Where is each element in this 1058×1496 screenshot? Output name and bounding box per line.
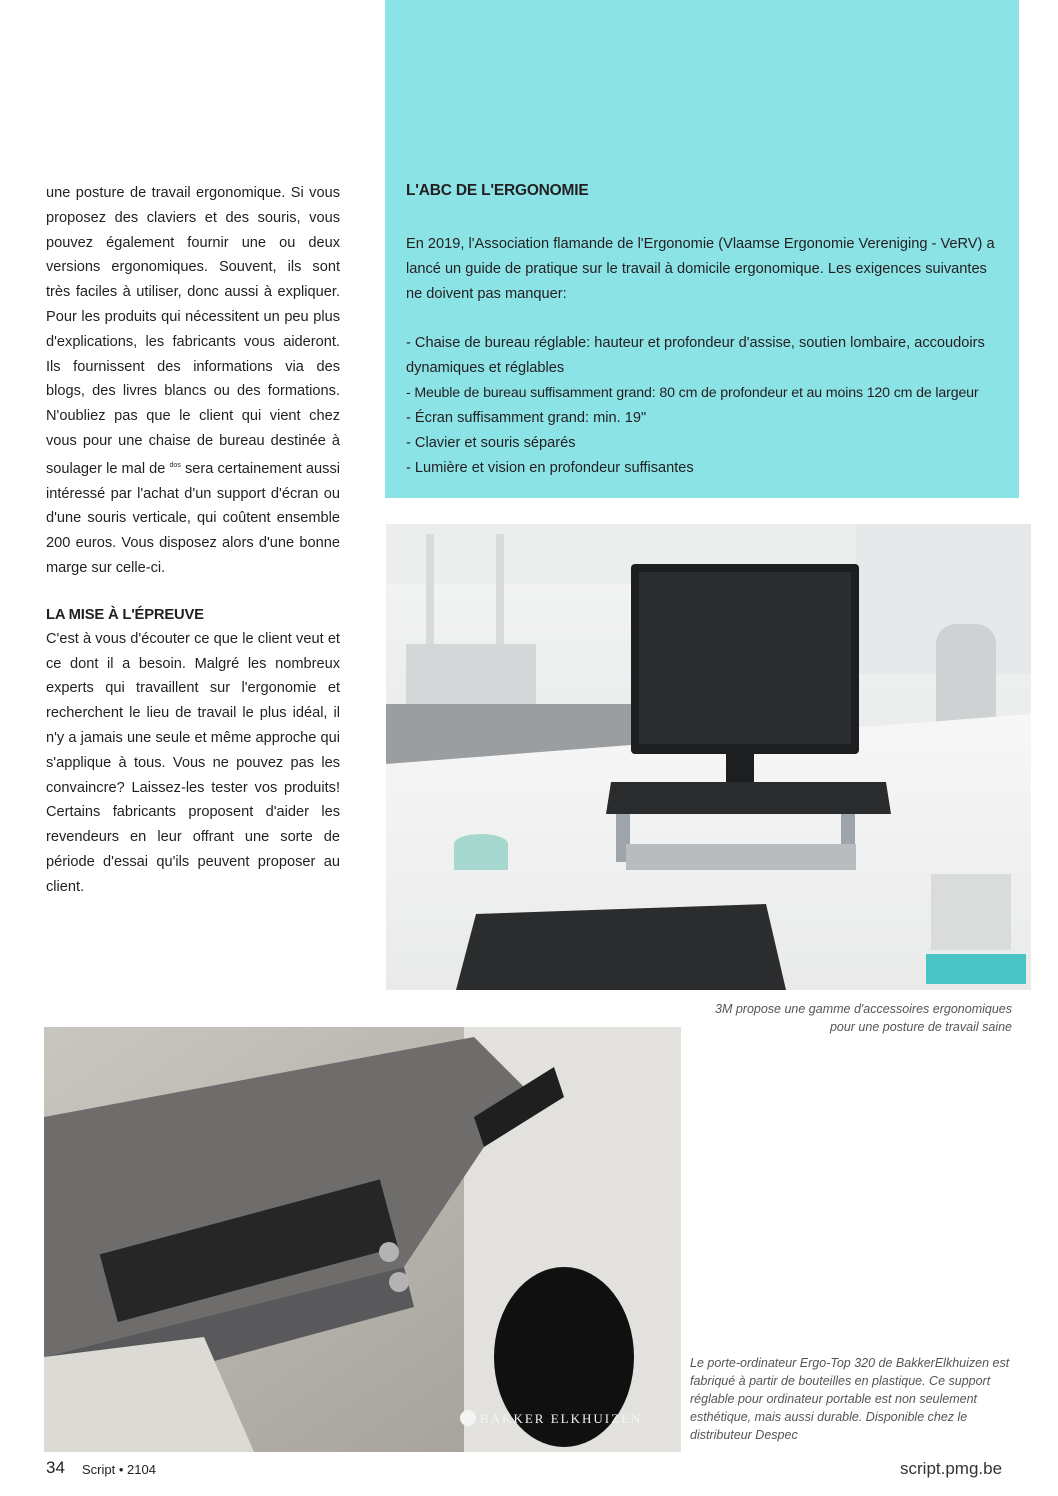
page-number: 34	[46, 1458, 65, 1477]
brand-logo-text: BAKKER ELKHUIZEN	[480, 1411, 643, 1426]
list-item: - Lumière et vision en profondeur suffisantes	[406, 460, 694, 476]
sidebar-box-intro: En 2019, l'Association flamande de l'Ergonomie (Vlaamse Ergonomie Vereniging - VeRV) a lancé un guide de pratique sur le travail à domicile ergonomique. Les exigences suivantes ne doivent pas manquer:	[406, 236, 995, 302]
sidebar-box-title: L'ABC DE L'ERGONOMIE	[406, 182, 589, 199]
article-text: sera certainement aussi intéressé par l'achat d'un support d'écran ou d'une souris verticale, qui coûtent ensemble 200 euros. Vous disposez alors d'une bonne marge sur celle-ci.	[46, 460, 340, 576]
article-paragraph	[46, 181, 340, 581]
article-paragraph: C'est à vous d'écouter ce que le client veut et ce dont il a besoin. Malgré les nombreux experts qui travaillent sur l'ergonomie et recherchent le lieu de travail le plus idéal, il n'y a jamais une seule et même approche qui s'applique à tous. Vous ne pouvez pas les convaincre? Laissez-les tester vos produits! Certains fabricants proposent d'aider les revendeurs en leur offrant une sorte de période d'essai qu'ils peuvent proposer au client.	[46, 630, 340, 895]
brand-logo	[460, 1410, 642, 1427]
monitor-stand-photo	[386, 524, 1031, 990]
photo-caption: Le porte-ordinateur Ergo-Top 320 de BakkerElkhuizen est fabriqué à partir de bouteilles en plastique. Ce support réglable pour ordinateur portable est non seulement esthétique, mais aussi durable. Disponible chez le distributeur Despec	[690, 1356, 1010, 1442]
list-item: - Écran suffisamment grand: min. 19"	[406, 410, 647, 426]
brand-logo-icon	[460, 1410, 476, 1426]
list-item: - Chaise de bureau réglable: hauteur et profondeur d'assise, soutien lombaire, accoudoirs dynamiques et réglables	[406, 335, 985, 376]
article-text: une posture de travail ergonomique. Si vous proposez des claviers et des souris, vous pouvez également fournir une ou deux versions ergonomiques. Souvent, ils sont très faciles à utiliser, donc aussi à expliquer. Pour les produits qui nécessitent un peu plus d'explications, les fabricants vous aideront. Ils fournissent des informations via des blogs, des livres blancs ou des formations. N'oubliez pas que le client qui vient chez vous pour une chaise de bureau destinée à soulager le mal de	[46, 185, 340, 477]
sidebar-box-list	[406, 331, 1006, 481]
list-item: - Meuble de bureau suffisamment grand: 80 cm de profondeur et au moins 120 cm de largeur	[406, 385, 979, 401]
magazine-issue: Script • 2104	[82, 1462, 156, 1477]
laptop-stand-photo	[44, 1027, 681, 1452]
article-column	[46, 181, 340, 900]
section-heading: LA MISE À L'ÉPREUVE	[46, 606, 204, 623]
website-link[interactable]: script.pmg.be	[900, 1459, 1003, 1478]
superscript-word: dos	[169, 461, 181, 469]
list-item: - Clavier et souris séparés	[406, 435, 576, 451]
photo-caption: 3M propose une gamme d'accessoires ergonomiques pour une posture de travail saine	[715, 1002, 1012, 1034]
